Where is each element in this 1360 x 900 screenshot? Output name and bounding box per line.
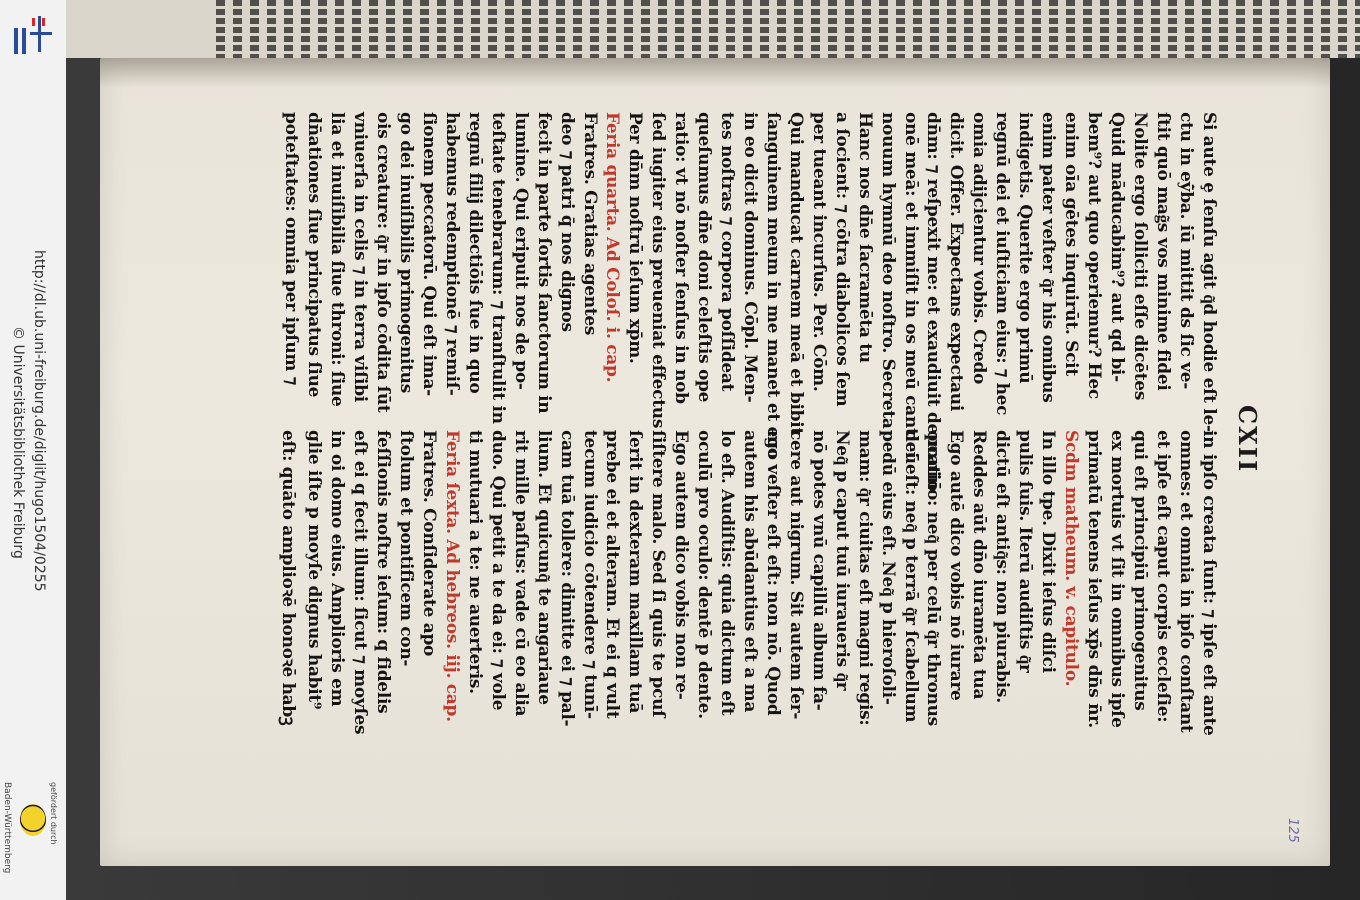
folio-number: CXII <box>1233 405 1262 474</box>
text-line: ratio: vt nō noſter ſenſus in nob <box>671 112 692 404</box>
text-line: pulis ſuis. Iterū audiſtis q͂r <box>1015 430 1036 673</box>
text-line: go dei inuiſibilis primogenitus <box>396 112 417 394</box>
previous-page-line <box>1117 0 1126 58</box>
previous-page-line <box>998 0 1007 58</box>
previous-page-line <box>403 0 412 58</box>
text-line: qui eſt principiū primogenitus <box>1129 430 1150 711</box>
text-line: omia adijcientur vobis. Credo <box>969 112 990 385</box>
previous-page-line <box>1287 0 1296 58</box>
previous-page-line <box>862 0 871 58</box>
previous-page-line <box>335 0 344 58</box>
text-line: Hanc nos dn̄e ſacramēta tu <box>854 112 875 363</box>
previous-page-line <box>1134 0 1143 58</box>
previous-page-line <box>454 0 463 58</box>
text-line: In illo tpe. Dixit ieſus diſci <box>1038 430 1059 673</box>
text-line: per tueant incurſus. Per. Cōm. <box>808 112 829 392</box>
previous-page-line <box>692 0 701 58</box>
text-line: teſtate tenebrarum: ⁊ tranſtulit in <box>487 112 508 424</box>
previous-page-line <box>505 0 514 58</box>
previous-page-line <box>437 0 446 58</box>
text-line: Fratres. Gratias agentes <box>579 112 600 336</box>
previous-page-line <box>284 0 293 58</box>
copyright-notice: © Universitätsbibliothek Freiburg <box>10 326 26 559</box>
text-line: Si aute ȩ ſenſu agit q͂d hodie eſt le- <box>1198 112 1219 432</box>
previous-page-line <box>301 0 310 58</box>
text-line: in eo dicit dominus. Cōpl. Men- <box>740 112 761 403</box>
previous-page-line <box>573 0 582 58</box>
previous-page-line <box>1151 0 1160 58</box>
text-line: bem⁹? aut quo operiemur? Hec <box>1083 112 1104 399</box>
text-line: mam: q͂r ciuitas eſt magni regis: <box>854 430 875 726</box>
previous-page-line <box>420 0 429 58</box>
text-column-lower <box>278 430 1222 736</box>
previous-page-line <box>964 0 973 58</box>
text-line: eſt: quāto amplioꝛē honoꝛē habꝫ <box>278 430 299 726</box>
previous-page-text <box>216 0 1360 58</box>
text-line: cere aut nigrum. Sit autem ſer- <box>785 430 806 720</box>
coat-of-arms-icon <box>20 804 46 836</box>
text-line: tecum iudicio cōtendere ⁊ tunī- <box>579 430 600 719</box>
page-gutter-shadow <box>100 58 1330 88</box>
previous-page-line <box>250 0 259 58</box>
text-line: pedū eius eſt. Neq͂ p hieroſoli- <box>877 430 898 705</box>
text-line: regnū filij dilectiōis ſue in quo <box>464 112 485 394</box>
previous-page-line <box>1321 0 1330 58</box>
text-line: Qui manducat carnem meā et bibit <box>785 112 806 435</box>
text-line: dn̄ationes ſiue principatus ſiue <box>304 112 325 398</box>
previous-page-line <box>760 0 769 58</box>
previous-page-line <box>471 0 480 58</box>
text-line: nō potes vnū capillū album fa- <box>808 430 829 711</box>
previous-page-line <box>1236 0 1245 58</box>
previous-page-line <box>981 0 990 58</box>
pencil-page-number: 125 <box>1285 818 1300 843</box>
previous-page-line <box>1202 0 1211 58</box>
text-line: rit mille paſſus: vade cū eo alia <box>510 430 531 717</box>
previous-page-line <box>386 0 395 58</box>
previous-page-line <box>641 0 650 58</box>
text-line: Feria ſexta. Ad hebreos. iij. cap. <box>441 430 462 722</box>
text-line: dei eſt: neq͂ p terrā q͂r ſcabellum <box>900 430 921 723</box>
text-line: lo eſt. Audiſtis: quia dictum eſt <box>717 430 738 716</box>
text-line: queſumus dn̄e doni celeſtis ope <box>694 112 715 403</box>
text-line: ois creature: q͂r in ipſo cōdita ſūt <box>373 112 394 413</box>
text-line: omnino: neq͂ per celū q͂r thronus <box>923 430 944 726</box>
previous-page-line <box>777 0 786 58</box>
previous-page-line <box>1270 0 1279 58</box>
text-line: cam tuā tollere: dimitte ei ⁊ pal- <box>556 430 577 727</box>
text-line: vniuerſa in celis ⁊ in terra viſibi <box>350 112 371 402</box>
text-line: ſiſtere malo. Sed ſi quis te pcuſ <box>648 430 669 718</box>
previous-page-line <box>624 0 633 58</box>
previous-page-line <box>709 0 718 58</box>
university-logo-icon <box>6 10 54 58</box>
previous-page-edge <box>66 0 1360 58</box>
text-line: ſed iugiter eius preueniat effectus <box>648 112 669 429</box>
text-line: enim pater veſter q͂r his omibus <box>1038 112 1059 403</box>
previous-page-line <box>522 0 531 58</box>
previous-page-line <box>318 0 327 58</box>
text-line: oculū pro oculo: dentē p dente. <box>694 430 715 719</box>
previous-page-line <box>539 0 548 58</box>
text-line: a ſocient: ⁊ cōtra diabolicos ſem <box>831 112 852 407</box>
text-line: et ipſe eſt caput corpis eccleſie: <box>1152 430 1173 723</box>
text-line: poteſtates: omnia per ipſum ⁊ <box>281 112 302 385</box>
text-line: in oi domo eius. Amplioris em <box>327 430 348 707</box>
previous-page-line <box>930 0 939 58</box>
text-line: indigetis. Querite ergo primū <box>1015 112 1036 384</box>
previous-page-line <box>1219 0 1228 58</box>
text-line: glie iſte p moyſe dignus habit⁹ <box>304 430 325 710</box>
previous-page-line <box>879 0 888 58</box>
previous-page-line <box>1083 0 1092 58</box>
text-line: dn̄m: ⁊ reſpexit me: et exaudiuit depcatiō <box>923 112 944 492</box>
previous-page-line <box>1015 0 1024 58</box>
previous-page-line <box>1338 0 1347 58</box>
text-line: tes noſtras ⁊ corpora poſſideat <box>717 112 738 392</box>
previous-page-line <box>1100 0 1109 58</box>
text-line: enim oīa gētes inquirūt. Scit <box>1061 112 1081 376</box>
text-line: dicit. Offer. Expectans expectaui <box>946 112 967 411</box>
previous-page-line <box>675 0 684 58</box>
previous-page-line <box>590 0 599 58</box>
previous-page-line <box>1168 0 1177 58</box>
text-line: Quid māducabim⁹? aut qd bi- <box>1106 112 1127 382</box>
previous-page-line <box>913 0 922 58</box>
text-line: prebe ei et alteram. Et ei q vult <box>602 430 623 719</box>
previous-page-line <box>726 0 735 58</box>
previous-page-line <box>845 0 854 58</box>
text-line: omnes: et omnia in ipſo conſtant <box>1175 430 1196 733</box>
text-line: autem his abūdantius eſt a ma <box>740 430 761 713</box>
text-line: ti mutuari a te: ne auerteris. <box>464 430 485 694</box>
previous-page-line <box>811 0 820 58</box>
previous-page-line <box>233 0 242 58</box>
text-line: lium. Et quicunq͂ te angariaue <box>533 430 554 705</box>
text-line: Fratres. Conſiderate apo <box>419 430 440 657</box>
text-line: ſionem peccatorū. Qui eſt ima- <box>419 112 440 396</box>
previous-page-line <box>828 0 837 58</box>
text-line: Per dn̄m noſtrū ieſum xp̄m. <box>625 112 646 364</box>
previous-page-line <box>1185 0 1194 58</box>
text-line: fecit in parte ſortis ſanctorum in <box>533 112 554 414</box>
text-line: duo. Qui petit a te da ei: ⁊ vole <box>487 430 508 711</box>
text-line: eſt ei q fecit illum: ſicut ⁊ moyſes <box>350 430 371 735</box>
text-line: primatū tenens ieſus xp̄s dn̄s n̄r. <box>1083 430 1104 728</box>
previous-page-line <box>794 0 803 58</box>
funder-badge <box>0 780 66 890</box>
text-line: in ipſo creata ſunt: ⁊ ipſe eſt ante <box>1198 430 1219 736</box>
text-line: Ego autē dico vobis nō iurare <box>946 430 967 701</box>
text-line: onē meā: et immiſit in os meū canticū <box>900 112 921 464</box>
text-line: ſtolum et pontificem con- <box>396 430 417 667</box>
previous-page-line <box>1304 0 1313 58</box>
text-line: mo veſter eſt eſt: non nō. Quod <box>762 430 783 716</box>
text-line: Scdm matheum. v. capitulo. <box>1061 430 1081 687</box>
previous-page-line <box>352 0 361 58</box>
previous-page-line <box>1066 0 1075 58</box>
text-line: Ego autem dico vobis non re- <box>671 430 692 700</box>
previous-page-line <box>1355 0 1360 58</box>
text-line: feſſionis noſtre ieſum: q fidelis <box>373 430 394 714</box>
text-line: Neq͂ p caput tuū iuraueris q͂r <box>831 430 852 691</box>
text-line: ctu in eẏ̄ba. iū mittit ds ſic ve- <box>1175 112 1196 390</box>
previous-page-line <box>267 0 276 58</box>
previous-page-line <box>369 0 378 58</box>
funder-name: Baden-Württemberg <box>2 782 12 874</box>
text-line: habemus redemptionē ⁊ remiſ- <box>441 112 462 396</box>
text-line: ſerit in dexteram maxillam tuā <box>625 430 646 714</box>
text-line: ſtit quō mag͂s vos minime fidei <box>1152 112 1173 391</box>
previous-page-line <box>607 0 616 58</box>
previous-page-line <box>1049 0 1058 58</box>
text-line: deo ⁊ patri q̄ nos dignos <box>556 112 577 332</box>
text-line: lumine. Qui eripuit nos de po- <box>510 112 531 390</box>
text-line: lia et inuiſibilia ſiue throni: ſiue <box>327 112 348 407</box>
text-line: Feria quarta. Ad Coloſ. i. cap. <box>602 112 623 383</box>
previous-page-line <box>947 0 956 58</box>
previous-page-line <box>488 0 497 58</box>
text-line: ſanguinem meum in me manet et ego <box>762 112 783 460</box>
funded-by-label: gefördert durch <box>49 782 58 845</box>
previous-page-line <box>743 0 752 58</box>
previous-page-line <box>658 0 667 58</box>
text-line: regnū dei et iuſticiam eius: ⁊ hec <box>992 112 1013 416</box>
previous-page-line <box>216 0 225 58</box>
text-line: ex mortuis vt ſit in omnibus ipſe <box>1106 430 1127 728</box>
previous-page-line <box>1253 0 1262 58</box>
previous-page-line <box>1032 0 1041 58</box>
previous-page-line <box>896 0 905 58</box>
permalink-url[interactable]: http://dl.ub.uni-freiburg.de/diglit/hugo1504/0255 <box>31 250 47 592</box>
text-line: Nolite ergo ſolliciti eſſe dicētes <box>1129 112 1150 401</box>
repository-sidebar <box>0 0 66 900</box>
previous-page-line <box>556 0 565 58</box>
text-line: nouum hymnū deo noſtro. Secreta <box>877 112 898 429</box>
text-column-upper <box>281 112 1222 492</box>
text-line: dictū eſt antiq͂s: non piurabis. <box>992 430 1013 703</box>
text-line: Reddes aūt dn̄o iuramēta tua <box>969 430 990 700</box>
